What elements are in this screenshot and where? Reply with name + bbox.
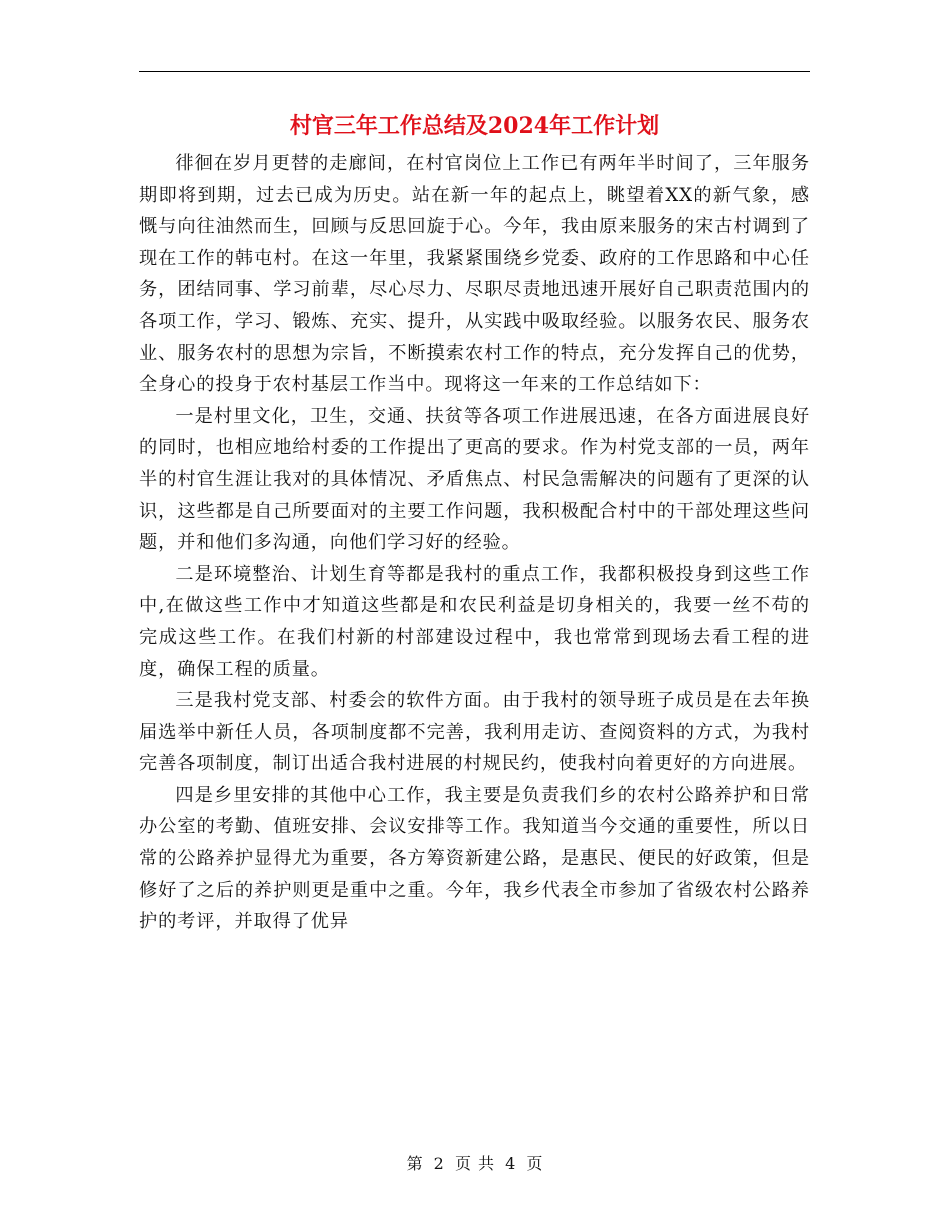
page-footer [0, 1152, 950, 1176]
paragraph-item-2: 二是环境整治、计划生育等都是我村的重点工作，我都积极投身到这些工作中,在做这些工作中才知道这些都是和农民利益是切身相关的，我要一丝不苟的完成这些工作。在我们村新的村部建设过程中，我也常常到现场去看工程的进度，确保工程的质量。 [139, 563, 810, 680]
paragraph-item-3: 三是我村党支部、村委会的软件方面。由于我村的领导班子成员是在去年换届选举中新任人员，各项制度都不完善，我利用走访、查阅资料的方式，为我村完善各项制度，制订出适合我村进展的村规民约，使我村向着更好的方向进展。 [139, 690, 810, 775]
paragraph-intro: 徘徊在岁月更替的走廊间，在村官岗位上工作已有两年半时间了，三年服务期即将到期，过去已成为历史。站在新一年的起点上，眺望着XX的新气象，感慨与向往油然而生，回顾与反思回旋于心。今年，我由原来服务的宋古村调到了现在工作的韩屯村。在这一年里，我紧紧围绕乡党委、政府的工作思路和中心任务，团结同事、学习前辈，尽心尽力、尽职尽责地迅速开展好自己职责范围内的各项工作，学习、锻炼、充实、提升，从实践中吸取经验。以服务农民、服务农业、服务农村的思想为宗旨，不断摸索农村工作的特点，充分发挥自己的优势，全身心的投身于农村基层工作当中。现将这一年来的工作总结如下： [139, 153, 810, 396]
document-title: 村官三年工作总结及2024年工作计划 [289, 113, 660, 139]
footer-prefix: 第 [406, 1154, 424, 1173]
total-pages-number: 4 [505, 1154, 517, 1173]
footer-suffix: 页 [526, 1154, 544, 1173]
paragraph-item-4: 四是乡里安排的其他中心工作，我主要是负责我们乡的农村公路养护和日常办公室的考勤、值班安排、会议安排等工作。我知道当今交通的重要性，所以日常的公路养护显得尤为重要，各方筹资新建公路，是惠民、便民的好政策，但是修好了之后的养护则更是重中之重。今年，我乡代表全市参加了省级农村公路养护的考评，并取得了优异 [139, 784, 810, 933]
current-page-number: 2 [433, 1154, 445, 1173]
header-rule [139, 71, 810, 72]
paragraph-item-1: 一是村里文化，卫生，交通、扶贫等各项工作进展迅速，在各方面进展良好的同时，也相应地给村委的工作提出了更高的要求。作为村党支部的一员，两年半的村官生涯让我对的具体情况、矛盾焦点、村民急需解决的问题有了更深的认识，这些都是自己所要面对的主要工作问题，我积极配合村中的干部处理这些问题，并和他们多沟通，向他们学习好的经验。 [139, 405, 810, 554]
footer-middle: 页 共 [454, 1154, 496, 1173]
document-body [139, 148, 810, 938]
